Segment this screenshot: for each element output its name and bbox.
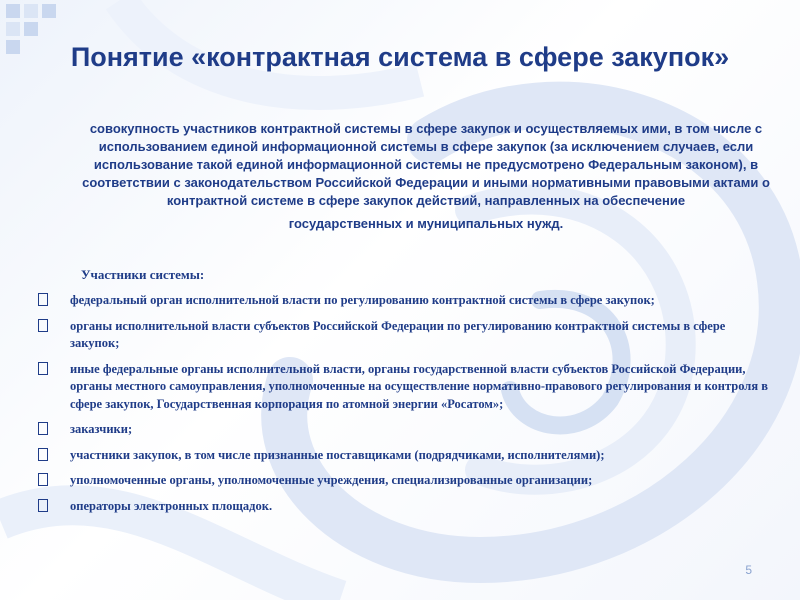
hollow-square-bullet-icon bbox=[38, 499, 48, 512]
definition-tail: государственных и муниципальных нужд. bbox=[288, 216, 564, 231]
hollow-square-bullet-icon bbox=[38, 319, 48, 332]
list-item-text: уполномоченные органы, уполномоченные учреждения, специализированные организации; bbox=[70, 473, 593, 487]
hollow-square-bullet-icon bbox=[38, 422, 48, 435]
list-item bbox=[38, 318, 773, 353]
hollow-square-bullet-icon bbox=[38, 293, 48, 306]
list-item bbox=[38, 421, 773, 439]
hollow-square-bullet-icon bbox=[38, 473, 48, 486]
hollow-square-bullet-icon bbox=[38, 362, 48, 375]
list-item-text: участники закупок, в том числе признанные поставщиками (подрядчиками, исполнителями); bbox=[70, 447, 605, 462]
list-item bbox=[38, 447, 773, 465]
participants-list bbox=[38, 292, 773, 523]
list-item-text: федеральный орган исполнительной власти по регулированию контрактной системы в сфере закупок; bbox=[70, 293, 655, 307]
slide-title: Понятие «контрактная система в сфере закупок» bbox=[70, 42, 730, 72]
list-item-text: органы исполнительной власти субъектов Российской Федерации по регулированию контрактной системы в сфере закупок; bbox=[70, 318, 726, 350]
definition-text bbox=[76, 120, 776, 233]
hollow-square-bullet-icon bbox=[38, 448, 48, 461]
list-item-text: заказчики; bbox=[70, 422, 133, 436]
participants-heading: Участники системы: bbox=[81, 267, 205, 282]
list-item bbox=[38, 498, 773, 516]
page-number: 5 bbox=[745, 563, 752, 577]
list-item bbox=[38, 361, 773, 414]
list-item-text: операторы электронных площадок. bbox=[70, 498, 273, 513]
definition-body: совокупность участников контрактной системы в сфере закупок и осуществляемых ими, в том числе с использованием единой информационной системы в сфере закупок (за исключением случаев, если использование такой единой информационной системы не предусмотрено Федеральным законом), в соответствии с законодательством Российской Федерации и иными нормативными правовыми актами о контрактной системе в сфере закупок действий, направленных на обеспечение bbox=[82, 121, 770, 208]
list-item bbox=[38, 292, 773, 310]
list-item bbox=[38, 472, 773, 490]
list-item-text: иные федеральные органы исполнительной власти, органы государственной власти субъектов Российской Федерации, органы местного самоуправления, уполномоченные на осуществление нормативно-правового регулирования и контроля в сфере закупок, Государственная корпорация по атомной энергии «Росатом»; bbox=[70, 361, 768, 411]
